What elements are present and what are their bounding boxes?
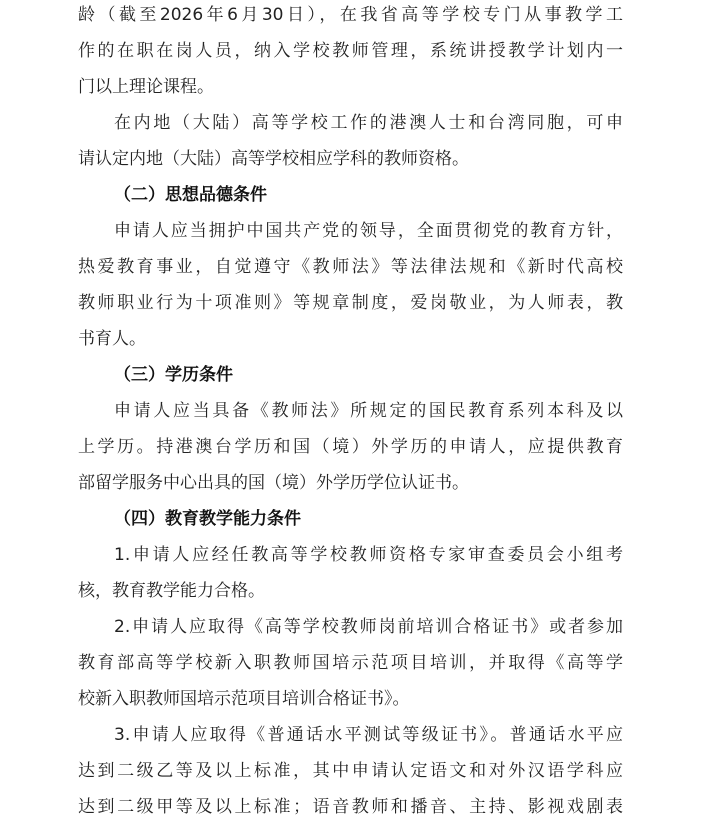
paragraph-education-requirements <box>78 393 623 501</box>
section-heading-education-conditions: （三）学历条件 <box>114 365 233 385</box>
section-heading-teaching-ability: （四）教育教学能力条件 <box>114 509 301 529</box>
paragraph-ability-item-2 <box>78 609 623 717</box>
text-line: 核，教育教学能力合格。 <box>78 581 265 601</box>
text-line: 上学历。持港澳台学历和国（境）外学历的申请人，应提供教育 <box>78 437 623 457</box>
paragraph-moral-requirements <box>78 213 623 357</box>
section-heading-moral-conditions: （二）思想品德条件 <box>114 185 267 205</box>
text-line: 部留学服务中心出具的国（境）外学历学位认证书。 <box>78 473 469 493</box>
text-line: 申请人应当具备《教师法》所规定的国民教育系列本科及以 <box>114 401 623 421</box>
text-line: 教师职业行为十项准则》等规章制度，爱岗敬业，为人师表，教 <box>78 293 623 313</box>
text-line: 校新入职教师国培示范项目培训合格证书》。 <box>78 689 410 709</box>
paragraph-hk-macao-taiwan <box>78 105 623 177</box>
text-line: 3.申请人应取得《普通话水平测试等级证书》。普通话水平应 <box>114 725 623 745</box>
paragraph-ability-item-1 <box>78 537 623 609</box>
text-line: 作的在职在岗人员，纳入学校教师管理，系统讲授教学计划内一 <box>78 41 623 61</box>
paragraph-teacher-definition <box>78 0 623 105</box>
text-line: 门以上理论课程。 <box>78 77 214 97</box>
text-line: 2.申请人应取得《高等学校教师岗前培训合格证书》或者参加 <box>114 617 623 637</box>
text-line: 龄（截至2026年6月30日），在我省高等学校专门从事教学工 <box>78 5 623 25</box>
text-line: 达到二级甲等及以上标准；语音教师和播音、主持、影视戏剧表 <box>78 797 623 817</box>
text-line: 书育人。 <box>78 329 146 349</box>
text-line: 1.申请人应经任教高等学校教师资格专家审查委员会小组考 <box>114 545 623 565</box>
text-line: 达到二级乙等及以上标准，其中申请认定语文和对外汉语学科应 <box>78 761 623 781</box>
text-line: 教育部高等学校新入职教师国培示范项目培训，并取得《高等学 <box>78 653 623 673</box>
text-line: 请认定内地（大陆）高等学校相应学科的教师资格。 <box>78 149 469 169</box>
text-line: 热爱教育事业，自觉遵守《教师法》等法律法规和《新时代高校 <box>78 257 623 277</box>
text-line: 在内地（大陆）高等学校工作的港澳人士和台湾同胞，可申 <box>114 113 623 133</box>
text-line: 申请人应当拥护中国共产党的领导，全面贯彻党的教育方针， <box>114 221 623 241</box>
paragraph-ability-item-3 <box>78 717 623 825</box>
